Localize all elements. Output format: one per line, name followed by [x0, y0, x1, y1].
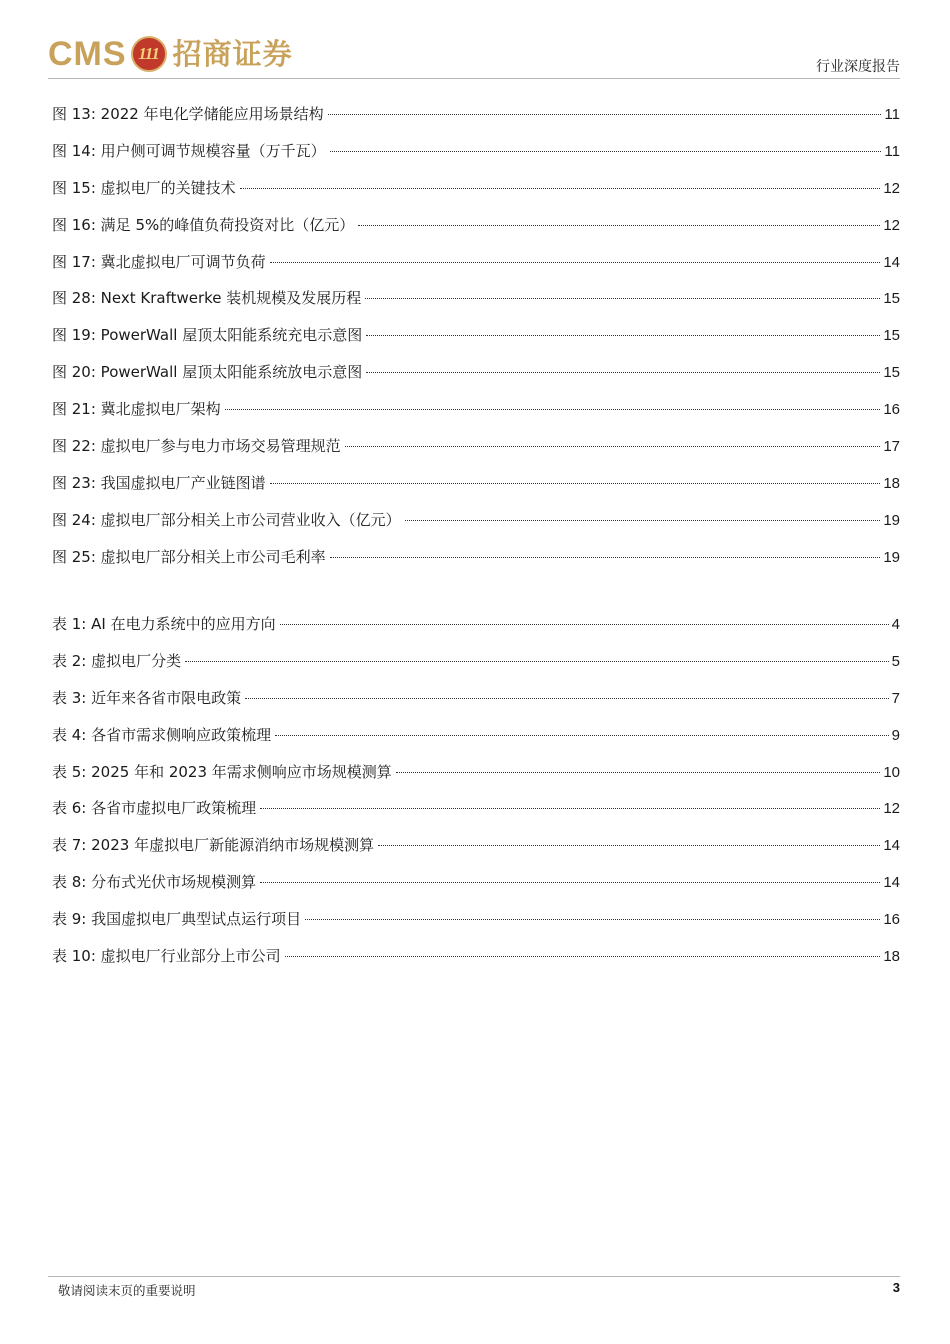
dot-leader	[330, 557, 881, 558]
dot-leader	[330, 151, 882, 152]
figure-entry-page: 17	[883, 438, 900, 456]
figure-entry[interactable]	[52, 473, 900, 510]
figure-entry[interactable]	[52, 399, 900, 436]
dot-leader	[365, 298, 880, 299]
table-entry-page: 14	[883, 874, 900, 892]
table-entry[interactable]	[52, 651, 900, 688]
table-entry[interactable]	[52, 798, 900, 835]
table-entry[interactable]	[52, 725, 900, 762]
dot-leader	[270, 262, 881, 263]
table-entry-title: 表 6: 各省市虚拟电厂政策梳理	[52, 799, 257, 818]
figure-entry-page: 18	[883, 474, 900, 492]
figure-entry[interactable]	[52, 141, 900, 178]
figure-entry-page: 11	[884, 106, 900, 123]
dot-leader	[225, 409, 881, 410]
dot-leader	[358, 225, 880, 226]
figure-entry-page: 15	[883, 327, 900, 345]
table-entry-title: 表 1: AI 在电力系统中的应用方向	[52, 615, 276, 633]
table-entry-page: 18	[883, 948, 900, 966]
dot-leader	[328, 114, 882, 115]
figure-entry-title: 图 17: 冀北虚拟电厂可调节负荷	[52, 252, 266, 271]
table-entry[interactable]	[52, 762, 900, 799]
table-entry-page: 5	[891, 652, 900, 670]
table-entry-title: 表 7: 2023 年虚拟电厂新能源消纳市场规模测算	[52, 836, 375, 855]
figure-entry-title: 图 15: 虚拟电厂的关键技术	[52, 178, 236, 197]
logo-cms-text: CMS	[48, 35, 127, 73]
dot-leader	[280, 624, 889, 625]
dot-leader	[240, 188, 881, 189]
table-entry-title: 表 2: 虚拟电厂分类	[52, 651, 182, 670]
table-entry-page: 7	[891, 689, 900, 707]
figure-entry[interactable]	[52, 215, 900, 252]
logo-chinese-name: 招商证券	[172, 37, 293, 71]
table-entry-page: 9	[891, 726, 900, 744]
figure-entry[interactable]	[52, 104, 900, 141]
dot-leader	[185, 661, 889, 662]
dot-leader	[285, 956, 881, 957]
cms-logo	[48, 34, 293, 74]
figure-entry-title: 图 25: 虚拟电厂部分相关上市公司毛利率	[52, 547, 326, 566]
dot-leader	[260, 808, 880, 809]
figure-entry-page: 15	[883, 290, 900, 308]
figure-entry-title: 图 19: PowerWall 屋顶太阳能系统充电示意图	[52, 326, 363, 345]
page-number: 3	[892, 1280, 900, 1295]
table-entry-title: 表 3: 近年来各省市限电政策	[52, 688, 242, 707]
figure-entry[interactable]	[52, 362, 900, 399]
table-entry[interactable]	[52, 946, 900, 983]
figure-entry-title: 图 23: 我国虚拟电厂产业链图谱	[52, 473, 266, 492]
figure-entry-page: 19	[883, 548, 900, 566]
footer-disclaimer-note: 敬请阅读末页的重要说明	[58, 1283, 196, 1298]
figure-entry-page: 12	[883, 179, 900, 197]
figure-entry-title: 图 13: 2022 年电化学储能应用场景结构	[52, 105, 324, 123]
table-entry-title: 表 8: 分布式光伏市场规模测算	[52, 873, 257, 892]
dot-leader	[270, 483, 881, 484]
dot-leader	[305, 919, 880, 920]
table-entry-title: 表 4: 各省市需求侧响应政策梳理	[52, 725, 272, 744]
dot-leader	[345, 446, 881, 447]
table-entry[interactable]	[52, 835, 900, 872]
dot-leader	[366, 335, 880, 336]
figure-entry-page: 11	[884, 142, 900, 160]
figure-entry-title: 图 21: 冀北虚拟电厂架构	[52, 400, 221, 419]
figure-entry-title: 图 14: 用户侧可调节规模容量（万千瓦）	[52, 141, 326, 160]
figure-entry-page: 14	[883, 253, 900, 271]
table-entry[interactable]	[52, 909, 900, 946]
dot-leader	[275, 735, 889, 736]
dot-leader	[378, 845, 880, 846]
dot-leader	[366, 372, 880, 373]
figure-entry-title: 图 16: 满足 5%的峰值负荷投资对比（亿元）	[52, 215, 355, 234]
figure-entry-page: 16	[883, 401, 900, 419]
figure-entry[interactable]	[52, 510, 900, 547]
figure-entry-title: 图 22: 虚拟电厂参与电力市场交易管理规范	[52, 437, 341, 456]
figure-entry-title: 图 20: PowerWall 屋顶太阳能系统放电示意图	[52, 363, 363, 382]
page-header	[48, 30, 900, 76]
figure-entry-page: 15	[883, 364, 900, 382]
table-entry[interactable]	[52, 688, 900, 725]
logo-emblem-icon: 111	[131, 36, 167, 72]
table-entry-title: 表 5: 2025 年和 2023 年需求侧响应市场规模测算	[52, 762, 392, 781]
table-entry-page: 4	[891, 616, 900, 633]
table-entry-page: 10	[883, 763, 900, 781]
figure-entry-page: 12	[883, 216, 900, 234]
figure-list	[52, 104, 900, 584]
table-entry-title: 表 10: 虚拟电厂行业部分上市公司	[52, 947, 281, 966]
table-entry-page: 16	[883, 911, 900, 929]
figure-entry[interactable]	[52, 252, 900, 289]
figure-entry[interactable]	[52, 547, 900, 584]
figure-entry[interactable]	[52, 288, 900, 325]
figure-entry[interactable]	[52, 178, 900, 215]
table-entry[interactable]	[52, 614, 900, 651]
figure-entry-title: 图 28: Next Kraftwerke 装机规模及发展历程	[52, 289, 362, 308]
table-entry-page: 14	[883, 837, 900, 855]
figure-entry[interactable]	[52, 436, 900, 473]
header-divider	[48, 78, 900, 79]
table-list	[52, 614, 900, 983]
figure-entry-page: 19	[883, 511, 900, 529]
table-entry[interactable]	[52, 872, 900, 909]
dot-leader	[396, 772, 881, 773]
dot-leader	[405, 520, 881, 521]
table-entry-title: 表 9: 我国虚拟电厂典型试点运行项目	[52, 910, 302, 929]
table-entry-page: 12	[883, 800, 900, 818]
figure-entry[interactable]	[52, 325, 900, 362]
report-type-label: 行业深度报告	[816, 59, 900, 75]
dot-leader	[260, 882, 880, 883]
dot-leader	[245, 698, 889, 699]
figure-entry-title: 图 24: 虚拟电厂部分相关上市公司营业收入（亿元）	[52, 510, 401, 529]
footer-divider	[48, 1276, 900, 1277]
